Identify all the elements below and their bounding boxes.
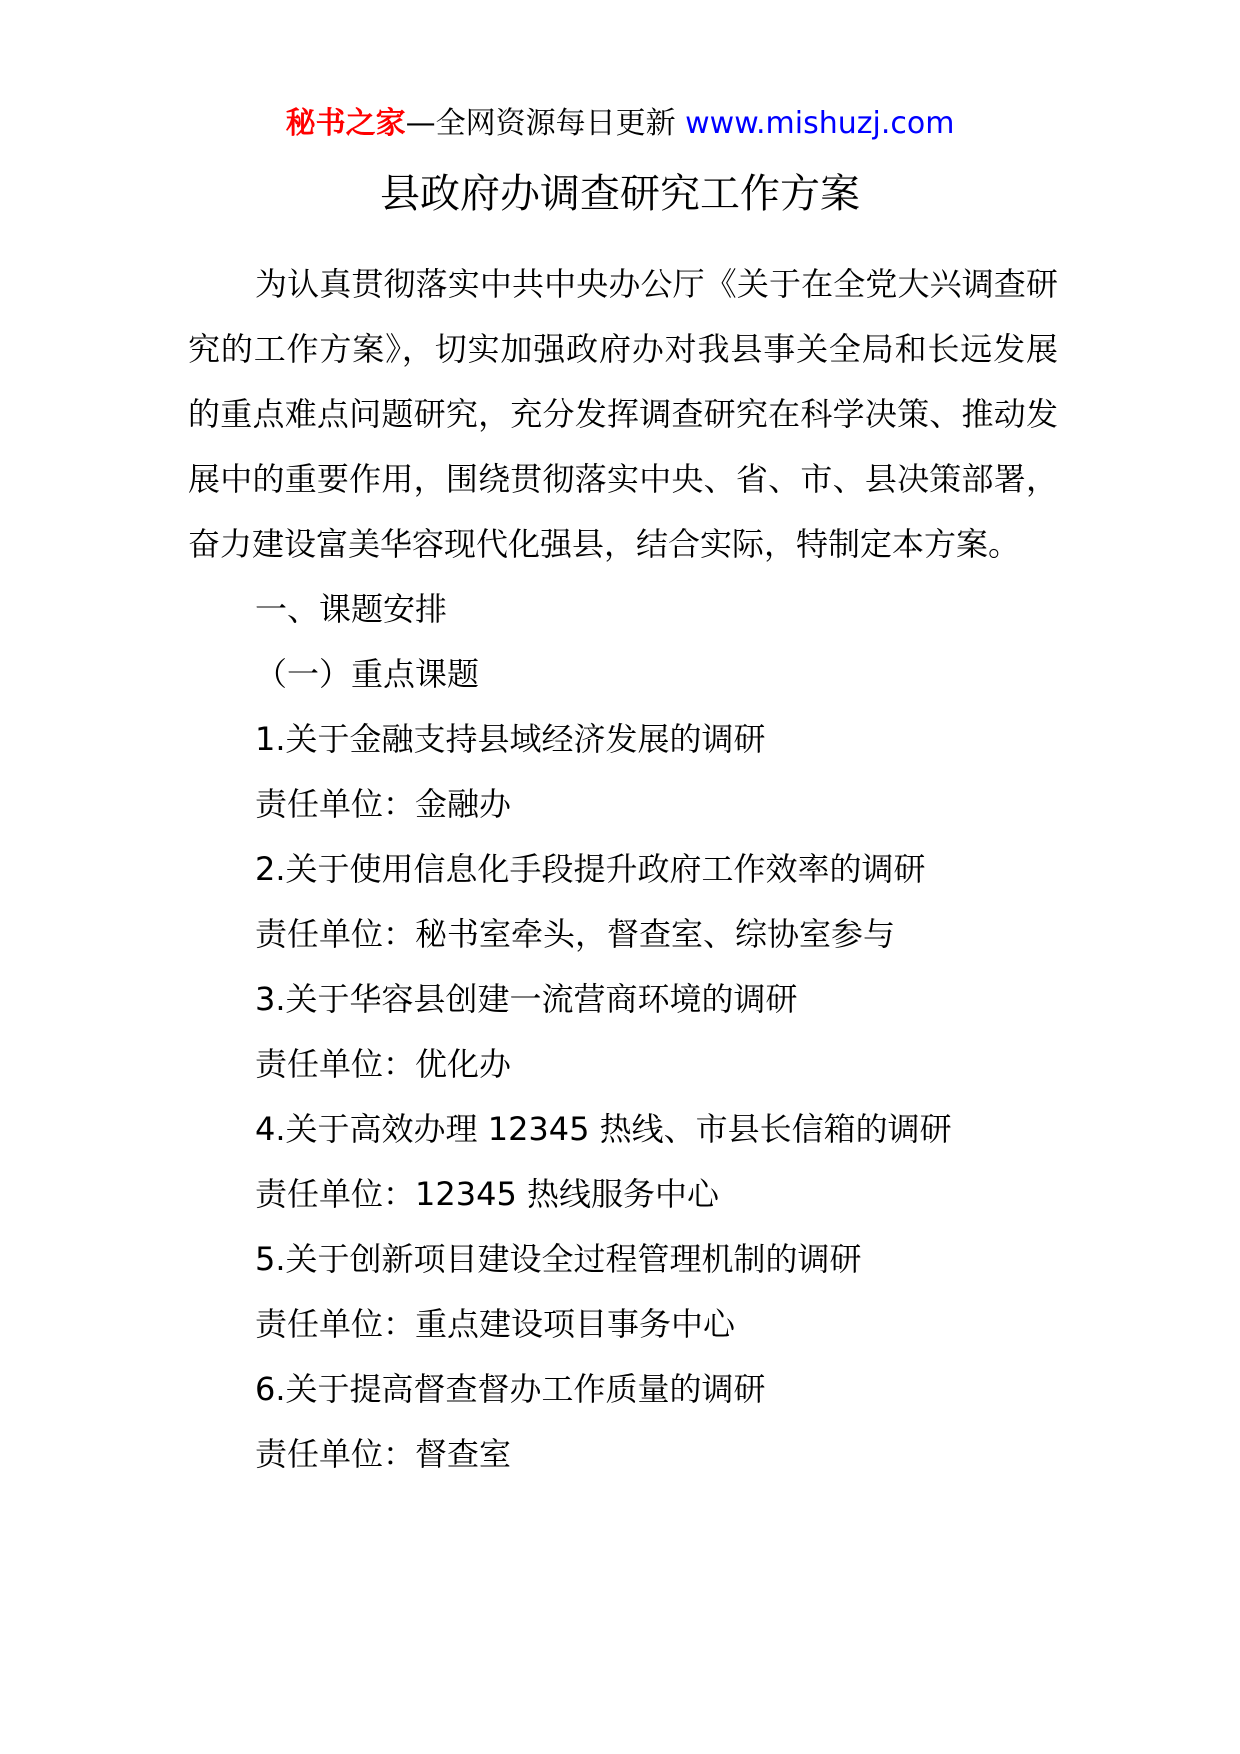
- site-tagline: —全网资源每日更新: [405, 106, 676, 141]
- topic-responsible-unit: 责任单位：金融办: [255, 785, 512, 823]
- site-header: [0, 100, 1240, 148]
- topic-responsible-unit: 责任单位：12345 热线服务中心: [255, 1175, 719, 1213]
- document-title: 县政府办调查研究工作方案: [380, 171, 860, 217]
- topic-title: 4.关于高效办理 12345 热线、市县长信箱的调研: [255, 1110, 952, 1148]
- section-heading: 一、课题安排: [255, 590, 448, 628]
- subsection-heading: （一）重点课题: [255, 655, 480, 693]
- site-brand: 秘书之家: [285, 106, 406, 141]
- topic-responsible-unit: 责任单位：重点建设项目事务中心: [255, 1305, 736, 1343]
- topic-title: 3.关于华容县创建一流营商环境的调研: [255, 980, 798, 1018]
- topic-title: 5.关于创新项目建设全过程管理机制的调研: [255, 1240, 862, 1278]
- topic-responsible-unit: 责任单位：优化办: [255, 1045, 512, 1083]
- document-body: [188, 252, 1058, 1487]
- topic-title: 1.关于金融支持县域经济发展的调研: [255, 720, 766, 758]
- topic-title: 6.关于提高督查督办工作质量的调研: [255, 1370, 766, 1408]
- topic-responsible-unit: 责任单位：督查室: [255, 1435, 512, 1473]
- site-url-link[interactable]: www.mishuzj.com: [685, 106, 955, 141]
- topic-title: 2.关于使用信息化手段提升政府工作效率的调研: [255, 850, 926, 888]
- intro-paragraph: 为认真贯彻落实中共中央办公厅《关于在全党大兴调查研究的工作方案》，切实加强政府办对我县事关全局和长远发展的重点难点问题研究，充分发挥调查研究在科学决策、推动发展中的重要作用，围绕贯彻落实中央、省、市、县决策部署，奋力建设富美华容现代化强县，结合实际，特制定本方案。: [188, 265, 1058, 563]
- topic-responsible-unit: 责任单位：秘书室牵头，督查室、综协室参与: [255, 915, 896, 953]
